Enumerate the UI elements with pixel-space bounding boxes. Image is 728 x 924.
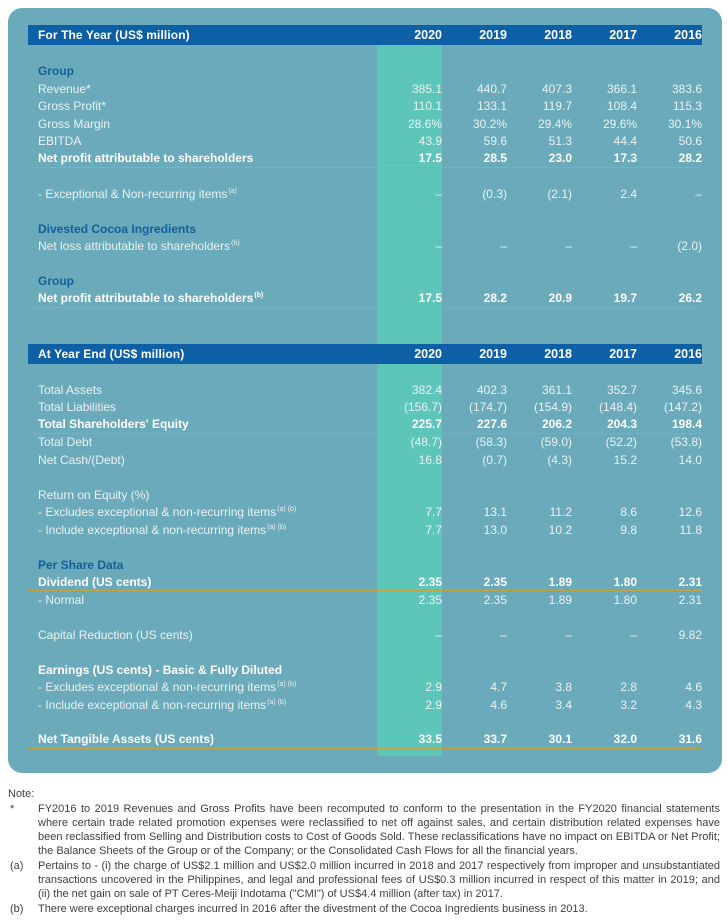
footnote-marker: (a) (b) — [267, 698, 287, 706]
row-label: Total Debt — [38, 435, 93, 450]
note-item — [8, 859, 720, 901]
row-value: 7.7 — [425, 505, 442, 520]
table-row — [28, 63, 702, 81]
row-value: (59.0) — [540, 435, 572, 450]
table-body-at-year-end — [28, 364, 702, 749]
row-value: (148.4) — [598, 400, 637, 415]
row-value: 402.3 — [476, 382, 507, 397]
row-value: 115.3 — [672, 99, 702, 114]
note-item — [8, 802, 720, 858]
table-header-bar-at-year-end — [28, 344, 702, 364]
table-row — [28, 133, 702, 151]
table-row — [28, 273, 702, 291]
year-column-header: 2018 — [544, 346, 572, 361]
row-label: EBITDA — [38, 134, 82, 149]
table-row — [28, 504, 702, 522]
row-value: 3.2 — [620, 697, 637, 712]
row-label: Gross Profit* — [38, 99, 107, 114]
table-row — [28, 45, 702, 63]
row-label: Revenue* — [38, 81, 91, 96]
table-gap — [8, 308, 722, 344]
row-value: 33.7 — [483, 732, 507, 747]
row-value: 8.6 — [620, 505, 637, 520]
table-row — [28, 168, 702, 186]
row-value: 352.7 — [606, 382, 637, 397]
row-value: 33.5 — [418, 732, 442, 747]
row-value: 1.89 — [548, 592, 572, 607]
row-value: 198.4 — [671, 417, 702, 432]
row-value: (58.3) — [475, 435, 507, 450]
row-value: 51.3 — [548, 134, 572, 149]
table-row — [28, 220, 702, 238]
row-value: 227.6 — [476, 417, 507, 432]
row-value: 1.80 — [613, 574, 637, 589]
row-value: 2.35 — [483, 574, 507, 589]
row-value: 28.5 — [483, 151, 507, 166]
row-value: 23.0 — [548, 151, 572, 166]
row-value: (156.7) — [403, 400, 442, 415]
row-value: 14.0 — [678, 452, 702, 467]
row-label: - Excludes exceptional & non-recurring items$^{(a) (b)}$ — [38, 680, 297, 695]
row-label: Net profit attributable to shareholders$^{(b)}$ — [38, 291, 264, 306]
table-row — [28, 80, 702, 98]
row-value: 28.2 — [678, 151, 702, 166]
row-label: Divested Cocoa Ingredients — [38, 221, 197, 236]
note-marker: (b) — [10, 903, 24, 915]
footnote-marker: (b) — [231, 240, 240, 248]
year-column-header: 2019 — [479, 28, 507, 42]
year-column-header: 2018 — [544, 28, 572, 42]
row-value: 407.3 — [541, 81, 572, 96]
row-value: 206.2 — [541, 417, 572, 432]
row-value: 2.35 — [418, 592, 442, 607]
year-column-header: 2016 — [674, 28, 702, 42]
row-value: 4.6 — [490, 697, 507, 712]
row-value: (0.7) — [482, 452, 507, 467]
table-title: For The Year (US$ million) — [38, 28, 190, 42]
row-value: 11.2 — [549, 505, 572, 520]
row-value: – — [500, 239, 507, 254]
row-value: – — [630, 627, 637, 642]
row-value: 26.2 — [678, 291, 702, 306]
row-value: 385.1 — [411, 81, 442, 96]
row-label: Per Share Data — [38, 557, 124, 572]
row-value: – — [435, 186, 442, 201]
row-value: 3.4 — [555, 697, 572, 712]
note-item — [8, 902, 720, 916]
row-value: 4.3 — [685, 697, 702, 712]
row-value: (2.1) — [547, 186, 572, 201]
row-label: Capital Reduction (US cents) — [38, 627, 193, 642]
row-label: Group — [38, 64, 74, 79]
row-value: 28.6% — [407, 116, 442, 131]
financial-summary-board — [8, 8, 722, 773]
row-label: - Normal — [38, 592, 85, 607]
table-row — [28, 416, 702, 434]
row-value: (174.7) — [468, 400, 507, 415]
table-row — [28, 486, 702, 504]
year-column-header: 2019 — [479, 346, 507, 361]
row-value: 9.82 — [678, 627, 702, 642]
table-row — [28, 591, 702, 609]
year-column-header: 2017 — [609, 346, 637, 361]
row-value: (0.3) — [482, 186, 507, 201]
row-value: 30.1 — [548, 732, 572, 747]
year-column-header: 2016 — [674, 346, 702, 361]
row-value: 204.3 — [606, 417, 637, 432]
row-value: 2.9 — [425, 697, 442, 712]
row-value: 11.8 — [679, 522, 702, 537]
row-value: 2.8 — [620, 680, 637, 695]
row-value: 29.4% — [537, 116, 572, 131]
row-value: 20.9 — [548, 291, 572, 306]
table-row — [28, 469, 702, 487]
row-label: Dividend (US cents) — [38, 574, 152, 589]
row-value: 29.6% — [602, 116, 637, 131]
board-content — [8, 8, 722, 749]
year-column-header: 2020 — [414, 346, 442, 361]
row-label: Net profit attributable to shareholders — [38, 151, 254, 166]
note-text: There were exceptional charges incurred in 2016 after the divestment of the Cocoa Ingredients business in 2013. — [38, 903, 588, 915]
row-value: – — [565, 239, 572, 254]
row-value: 44.4 — [613, 134, 637, 149]
row-value: 345.6 — [671, 382, 702, 397]
row-value: 108.4 — [606, 99, 637, 114]
row-label: Earnings (US cents) - Basic & Fully Diluted — [38, 662, 283, 677]
row-value: 28.2 — [483, 291, 507, 306]
row-value: – — [435, 239, 442, 254]
row-label: Net Tangible Assets (US cents) — [38, 732, 215, 747]
row-label: - Include exceptional & non-recurring items$^{(a) (b)}$ — [38, 697, 287, 712]
row-value: 225.7 — [411, 417, 442, 432]
table-row — [28, 731, 702, 749]
row-value: 2.31 — [678, 592, 702, 607]
row-value: 10.2 — [548, 522, 572, 537]
row-label: Return on Equity (%) — [38, 487, 150, 502]
row-value: 31.6 — [678, 732, 702, 747]
table-row — [28, 115, 702, 133]
row-value: – — [435, 627, 442, 642]
row-value: 19.7 — [613, 291, 637, 306]
row-value: 1.89 — [548, 574, 572, 589]
row-value: 366.1 — [606, 81, 637, 96]
footnote-marker: (a) — [228, 187, 237, 195]
row-value: 15.2 — [613, 452, 637, 467]
row-value: 16.8 — [418, 452, 442, 467]
row-value: 4.6 — [685, 680, 702, 695]
table-row — [28, 679, 702, 697]
row-label: Net loss attributable to shareholders$^{(b)}$ — [38, 239, 240, 254]
table-row — [28, 381, 702, 399]
table-row — [28, 574, 702, 592]
table-row — [28, 238, 702, 256]
notes-section — [8, 787, 720, 917]
footnote-marker: (a) (b) — [267, 523, 287, 531]
table-row — [28, 626, 702, 644]
table-title: At Year End (US$ million) — [38, 346, 185, 361]
row-label: - Exceptional & Non-recurring items$^{(a)}$ — [38, 186, 237, 201]
row-label: Total Assets — [38, 382, 103, 397]
row-value: 133.1 — [476, 99, 507, 114]
row-value: 383.6 — [671, 81, 702, 96]
note-marker: * — [10, 803, 15, 815]
table-row — [28, 696, 702, 714]
row-value: – — [565, 627, 572, 642]
table-row — [28, 364, 702, 382]
table-row — [28, 644, 702, 662]
table-row — [28, 714, 702, 732]
table-row — [28, 521, 702, 539]
table-row — [28, 150, 702, 168]
table-body-for-the-year — [28, 45, 702, 308]
row-label: Group — [38, 274, 74, 289]
note-text: Pertains to - (i) the charge of US$2.1 million and US$2.0 million incurred in 2018 and 2017 respectively from improper and unsubstantiated transactions uncovered in the Philippines, and legal and professional fees of US$0.3 million incurred in respect of this matter in 2019; and (ii) the net gain on sale of PT Ceres-Meiji Indotama ("CMI") of US$4.4 million (after tax) in 2017. — [38, 860, 720, 900]
row-value: 119.7 — [542, 99, 572, 114]
row-value: – — [695, 186, 702, 201]
row-value: 3.8 — [555, 680, 572, 695]
table-row — [28, 539, 702, 557]
footnote-marker: (b) — [254, 292, 264, 300]
table-row — [28, 255, 702, 273]
row-value: 2.4 — [620, 186, 637, 201]
row-value: 12.6 — [678, 505, 702, 520]
table-row — [28, 290, 702, 308]
note-marker: (a) — [10, 860, 24, 872]
row-value: 1.80 — [613, 592, 637, 607]
row-value: (52.2) — [605, 435, 637, 450]
row-value: – — [630, 239, 637, 254]
table-row — [28, 203, 702, 221]
row-label: Gross Margin — [38, 116, 111, 131]
row-value: (2.0) — [677, 239, 702, 254]
footnote-marker: (a) (b) — [277, 681, 297, 689]
row-value: 2.35 — [418, 574, 442, 589]
row-label: Net Cash/(Debt) — [38, 452, 125, 467]
row-label: - Include exceptional & non-recurring items$^{(a) (b)}$ — [38, 522, 287, 537]
row-value: 9.8 — [620, 522, 637, 537]
table-row — [28, 451, 702, 469]
row-value: 50.6 — [678, 134, 702, 149]
row-value: 7.7 — [425, 522, 442, 537]
row-value: 110.1 — [412, 99, 442, 114]
year-column-header: 2017 — [609, 28, 637, 42]
row-value: 361.1 — [541, 382, 572, 397]
row-value: (154.9) — [533, 400, 572, 415]
table-header-bar-for-the-year — [28, 25, 702, 45]
row-value: 13.1 — [483, 505, 507, 520]
row-value: (48.7) — [410, 435, 442, 450]
table-row — [28, 556, 702, 574]
row-value: 17.5 — [418, 291, 442, 306]
footnote-marker: (a) (b) — [277, 506, 297, 514]
row-value: 59.6 — [483, 134, 507, 149]
row-value: 30.1% — [667, 116, 702, 131]
table-row — [28, 609, 702, 627]
notes-heading: Note: — [8, 788, 35, 800]
year-column-header: 2020 — [414, 28, 442, 42]
row-value: 2.31 — [678, 574, 702, 589]
table-row — [28, 434, 702, 452]
row-label: - Excludes exceptional & non-recurring items$^{(a) (b)}$ — [38, 505, 297, 520]
table-row — [28, 98, 702, 116]
row-value: 2.9 — [425, 680, 442, 695]
row-value: 13.0 — [483, 522, 507, 537]
row-value: 440.7 — [476, 81, 507, 96]
table-row — [28, 399, 702, 417]
row-value: 2.35 — [483, 592, 507, 607]
table-row — [28, 185, 702, 203]
row-label: Total Shareholders' Equity — [38, 417, 189, 432]
row-value: (53.8) — [670, 435, 702, 450]
row-value: 30.2% — [472, 116, 507, 131]
row-label: Total Liabilities — [38, 400, 117, 415]
row-value: (147.2) — [663, 400, 702, 415]
row-value: (4.3) — [547, 452, 572, 467]
row-value: 382.4 — [411, 382, 442, 397]
row-value: – — [500, 627, 507, 642]
note-text: FY2016 to 2019 Revenues and Gross Profits have been recomputed to conform to the presentation in the FY2020 financial statements where certain trade related promotion expenses were reclassified to net off against sales, and certain distribution related expenses have been reclassified from Selling and Distribution costs to Cost of Goods Sold. These reclassifications have no impact on EBITDA or Net Profit; the Balance Sheets of the Group or of the Company; or the Consolidated Cash Flows for all the financial years. — [38, 803, 720, 857]
row-value: 32.0 — [613, 732, 637, 747]
row-value: 4.7 — [490, 680, 507, 695]
row-value: 17.3 — [613, 151, 637, 166]
row-value: 43.9 — [418, 134, 442, 149]
row-value: 17.5 — [418, 151, 442, 166]
table-row — [28, 661, 702, 679]
